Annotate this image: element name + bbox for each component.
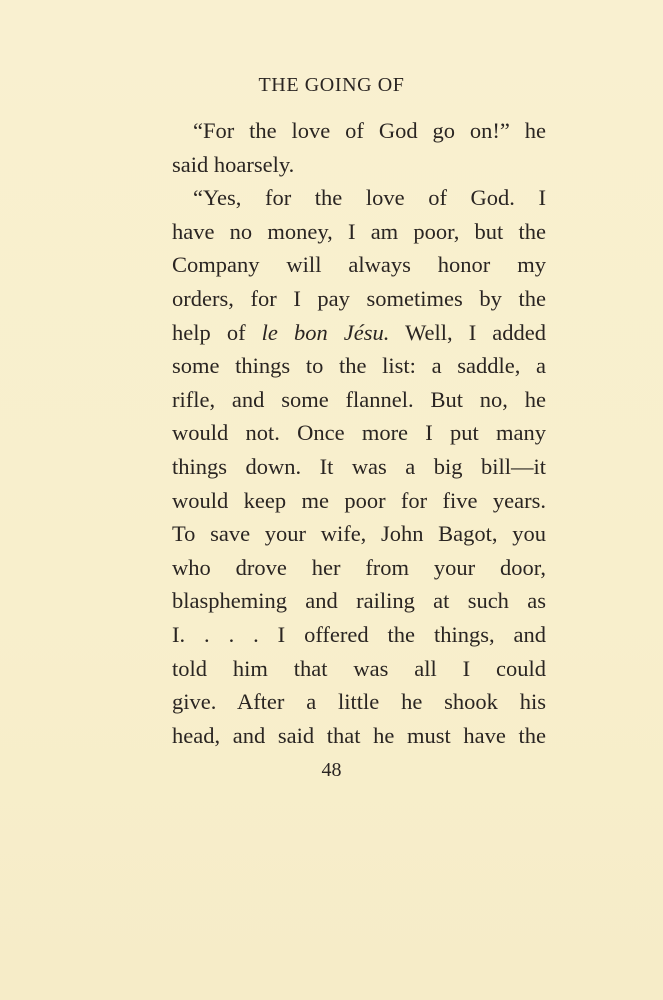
text-line-9: rifle, and some flannel. But no, he [172,386,546,412]
text-line-7-pre: help of [172,319,262,345]
text-line-4: have no money, I am poor, but the [172,218,546,244]
text-line-2: said hoarsely. [172,151,295,177]
text-line-1: “For the love of God go on!” he [193,118,546,143]
text-line-7-post: Well, I added [389,319,546,345]
text-line-14: who drove her from your door, [172,554,546,580]
body-text [172,114,546,752]
page-number: 48 [321,759,342,781]
text-line-7 [172,316,546,350]
text-line-12: would keep me poor for five years. [172,487,546,513]
italic-phrase: le bon Jésu. [261,319,390,345]
text-line-10: would not. Once more I put many [172,420,546,446]
text-line-15: blaspheming and railing at such as [172,588,546,614]
text-line-18: give. After a little he shook his [172,689,546,715]
running-head: THE GOING OF [258,74,405,96]
text-line-8: some things to the list: a saddle, a [172,353,546,379]
text-line-19: head, and said that he must have the [172,722,546,748]
text-line-11: things down. It was a big bill—it [172,453,546,479]
text-line-5: Company will always honor my [172,252,546,278]
text-line-13: To save your wife, John Bagot, you [172,521,546,547]
text-line-17: told him that was all I could [172,655,546,681]
text-line-6: orders, for I pay sometimes by the [172,285,546,311]
text-line-16: I. . . . I offered the things, and [172,621,546,647]
text-line-3: “Yes, for the love of God. I [193,185,546,211]
